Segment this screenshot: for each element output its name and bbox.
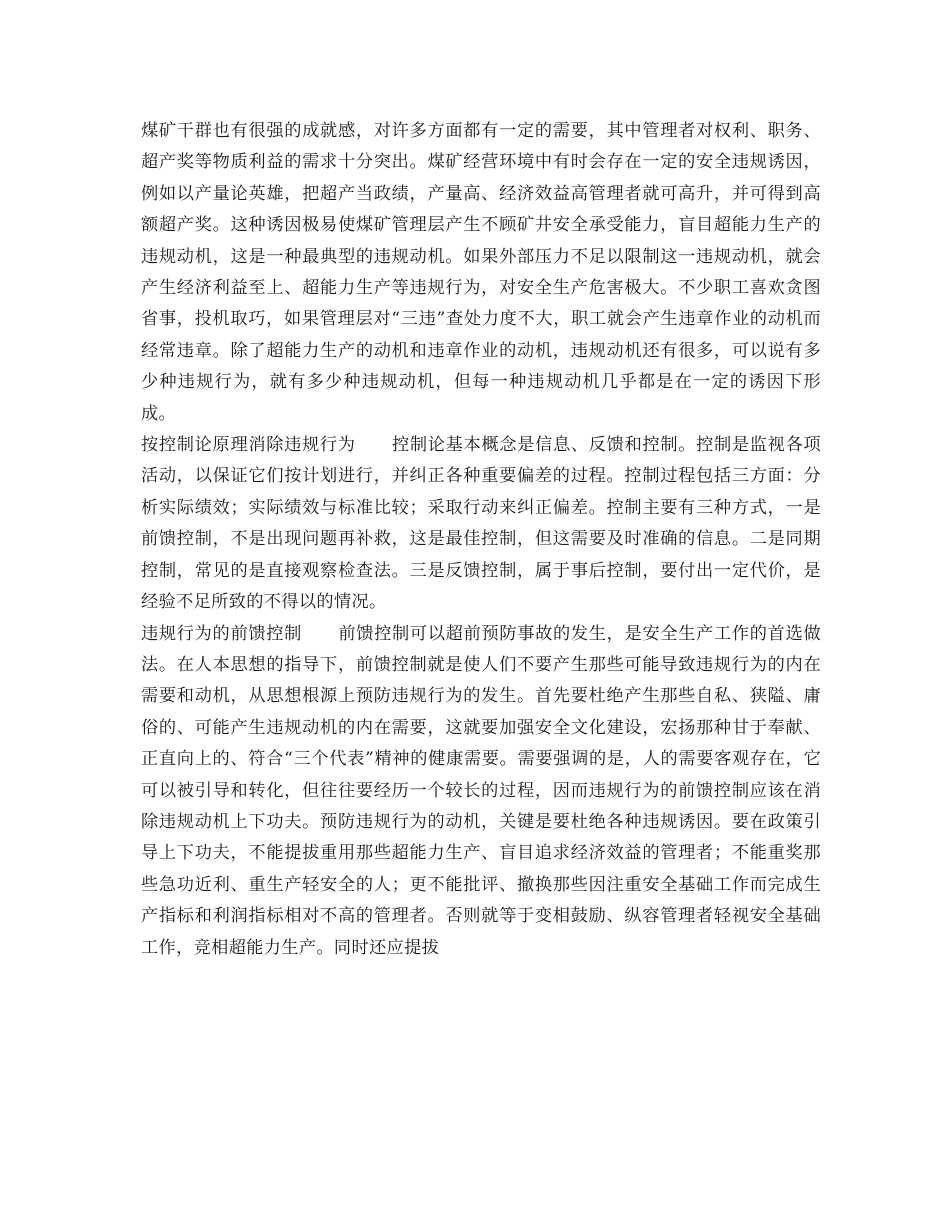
paragraph-feedforward [141,619,821,964]
paragraph-text: 煤矿干群也有很强的成就感，对许多方面都有一定的需要，其中管理者对权利、职务、超产奖等物质利益的需求十分突出。煤矿经营环境中有时会存在一定的安全违规诱因，例如以产量论英雄，把超产当政绩，产量高、经济效益高管理者就可高升，并可得到高额超产奖。这种诱因极易使煤矿管理层产生不顾矿井安全承受能力，盲目超能力生产的违规动机，这是一种最典型的违规动机。如果外部压力不足以限制这一违规动机，就会产生经济利益至上、超能力生产等违规行为，对安全生产危害极大。不少职工喜欢贪图省事，投机取巧，如果管理层对“三违”查处力度不大，职工就会产生违章作业的动机而经常违章。除了超能力生产的动机和违章作业的动机，违规动机还有很多，可以说有多少种违规行为，就有多少种违规动机，但每一种违规动机几乎都是在一定的诱因下形成。 [141,121,821,424]
section-heading: 按控制论原理消除违规行为 [141,435,356,456]
document-body [141,116,821,964]
paragraph-motives [141,116,821,430]
paragraph-text: 控制论基本概念是信息、反馈和控制。控制是监视各项活动，以保证它们按计划进行，并纠正各种重要偏差的过程。控制过程包括三方面：分析实际绩效；实际绩效与标准比较；采取行动来纠正偏差。控制主要有三种方式，一是前馈控制，不是出现问题再补救，这是最佳控制，但这需要及时准确的信息。二是同期控制，常见的是直接观察检查法。三是反馈控制，属于事后控制，要付出一定代价，是经验不足所致的不得以的情况。 [141,435,822,613]
paragraph-text: 前馈控制可以超前预防事故的发生，是安全生产工作的首选做法。在人本思想的指导下，前馈控制就是使人们不要产生那些可能导致违规行为的内在需要和动机，从思想根源上预防违规行为的发生。首先要杜绝产生那些自私、狭隘、庸俗的、可能产生违规动机的内在需要，这就要加强安全文化建设，宏扬那种甘于奉献、正直向上的、符合“三个代表”精神的健康需要。需要强调的是，人的需要客观存在，它可以被引导和转化，但往往要经历一个较长的过程，因而违规行为的前馈控制应该在消除违规动机上下功夫。预防违规行为的动机，关键是要杜绝各种违规诱因。要在政策引导上下功夫，不能提拔重用那些超能力生产、盲目追求经济效益的管理者；不能重奖那些急功近利、重生产轻安全的人；更不能批评、撤换那些因注重安全基础工作而完成生产指标和利润指标相对不高的管理者。否则就等于变相鼓励、纵容管理者轻视安全基础工作，竞相超能力生产。同时还应提拔 [141,623,821,958]
section-heading: 违规行为的前馈控制 [141,623,302,644]
paragraph-cybernetics [141,430,821,618]
